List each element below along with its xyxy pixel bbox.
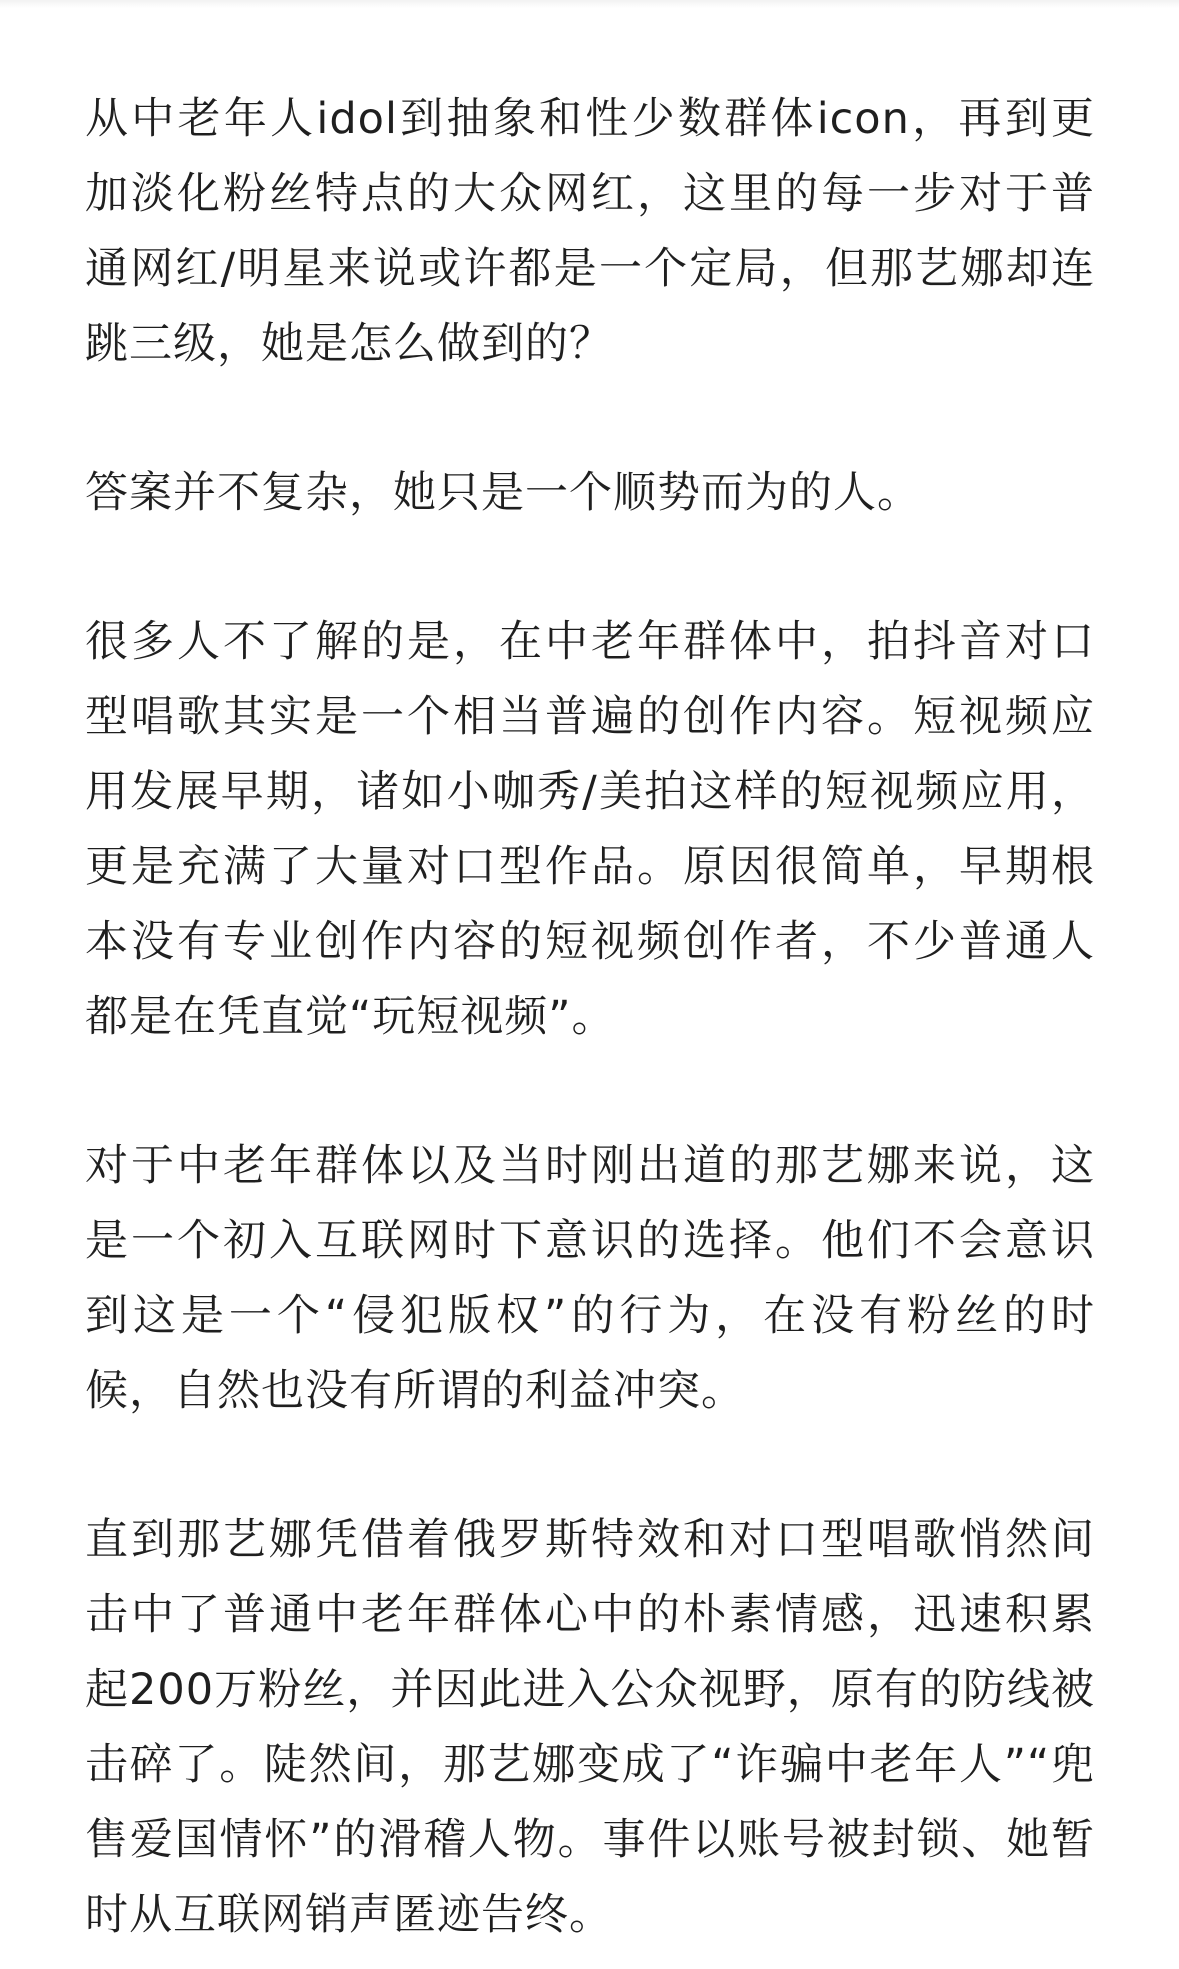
paragraph-1: 从中老年人idol到抽象和性少数群体icon，再到更加淡化粉丝特点的大众网红，这里的每一步对于普通网红/明星来说或许都是一个定局，但那艺娜却连跳三级，她是怎么做到的？: [85, 94, 1095, 369]
article-body: [85, 82, 1095, 1953]
paragraph-2: 答案并不复杂，她只是一个顺势而为的人。: [85, 468, 921, 518]
top-edge-fade: [0, 0, 1179, 8]
paragraph-5: 直到那艺娜凭借着俄罗斯特效和对口型唱歌悄然间击中了普通中老年群体心中的朴素情感，迅速积累起200万粉丝，并因此进入公众视野，原有的防线被击碎了。陡然间，那艺娜变成了“诈骗中老年人”“兜售爱国情怀”的滑稽人物。事件以账号被封锁、她暂时从互联网销声匿迹告终。: [85, 1515, 1095, 1940]
paragraph-3: 很多人不了解的是，在中老年群体中，拍抖音对口型唱歌其实是一个相当普遍的创作内容。短视频应用发展早期，诸如小咖秀/美拍这样的短视频应用，更是充满了大量对口型作品。原因很简单，早期根本没有专业创作内容的短视频创作者，不少普通人都是在凭直觉“玩短视频”。: [85, 617, 1095, 1042]
paragraph-4: 对于中老年群体以及当时刚出道的那艺娜来说，这是一个初入互联网时下意识的选择。他们不会意识到这是一个“侵犯版权”的行为，在没有粉丝的时候，自然也没有所谓的利益冲突。: [85, 1141, 1095, 1416]
